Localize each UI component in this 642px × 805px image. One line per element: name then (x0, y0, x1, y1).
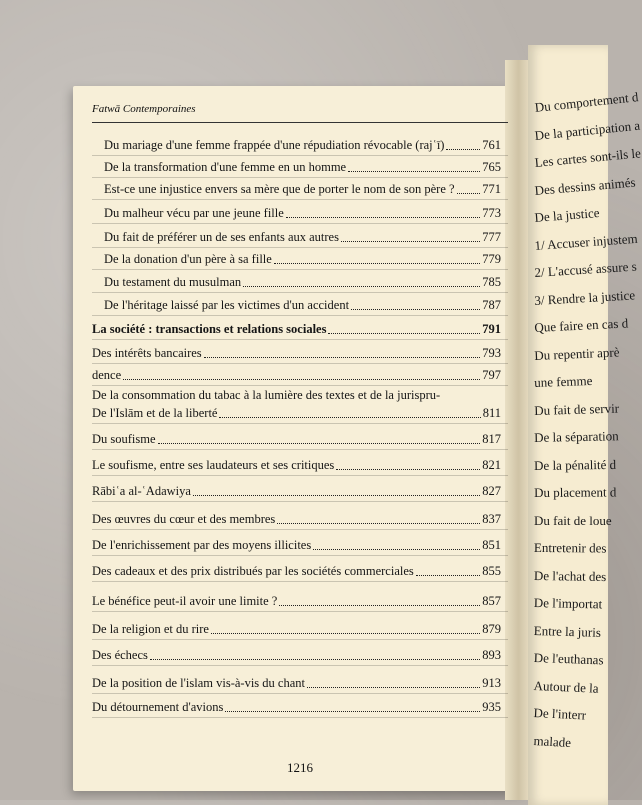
entry-rule (92, 639, 508, 640)
dot-leader (193, 495, 480, 496)
entry-rule (92, 155, 508, 156)
facing-page-line: Entretenir des (533, 540, 607, 556)
toc-page-number: 817 (482, 432, 501, 446)
toc-entry-title: Du mariage d'une femme frappée d'une répudiation révocable (rajʿī) (104, 138, 445, 152)
facing-page-line: Du comportement d (534, 89, 639, 115)
toc-page-number: 765 (482, 160, 501, 174)
toc-entry-title: De l'Islām et de la liberté (92, 406, 218, 420)
facing-page-line: Du repentir aprè (534, 343, 620, 363)
dot-leader (348, 171, 480, 172)
facing-page-line: Entre la juris (533, 622, 602, 640)
entry-rule (92, 247, 508, 248)
toc-entry-title: Le soufisme, entre ses laudateurs et ses critiques (92, 458, 335, 472)
toc-page-number: 827 (482, 484, 501, 498)
toc-entry-title: De la consommation du tabac à la lumière des textes et de la jurispru- (92, 388, 441, 402)
facing-page-line: Autour de la (533, 677, 599, 696)
toc-page-number: 913 (482, 676, 501, 690)
facing-page-line: 3/ Rendre la justice (534, 286, 636, 308)
dot-leader (457, 193, 480, 194)
toc-page-number: 811 (482, 406, 501, 420)
toc-entry-title: La société : transactions et relations sociales (92, 322, 327, 336)
toc-page-number: 777 (482, 230, 501, 244)
dot-leader (274, 263, 480, 264)
entry-rule (92, 339, 508, 340)
toc-page-number: 779 (482, 252, 501, 266)
entry-rule (92, 269, 508, 270)
toc-entry-title: Du soufisme (92, 432, 156, 446)
toc-entry-title: De la transformation d'une femme en un homme (104, 160, 347, 174)
dot-leader (211, 633, 480, 634)
toc-page-number: 855 (482, 564, 501, 578)
toc-page-number: 837 (482, 512, 501, 526)
toc-page-number: 793 (482, 346, 501, 360)
entry-rule (92, 363, 508, 364)
toc-page-number: 935 (482, 700, 501, 714)
toc-page-number: 821 (482, 458, 501, 472)
running-head: Fatwā Contemporaines (92, 103, 196, 115)
dot-leader (307, 687, 480, 688)
toc-entry-title: dence (92, 368, 122, 382)
dot-leader (446, 149, 480, 150)
toc-entry-title: De l'enrichissement par des moyens illicites (92, 538, 312, 552)
dot-leader (204, 357, 480, 358)
toc-page-number: 879 (482, 622, 501, 636)
dot-leader (286, 217, 480, 218)
dot-leader (277, 523, 480, 524)
facing-page-line: De l'interr (533, 705, 587, 723)
toc-entry-title: Est-ce une injustice envers sa mère que de porter le nom de son père ? (104, 182, 455, 196)
dot-leader (341, 241, 480, 242)
toc-page-number: 797 (482, 368, 501, 382)
facing-page-line: De la participation a (534, 117, 641, 143)
dot-leader (336, 469, 480, 470)
facing-page-line: De la justice (534, 205, 600, 225)
toc-page-number: 857 (482, 594, 501, 608)
dot-leader (243, 286, 480, 287)
toc-entry-title: Le bénéfice peut-il avoir une limite ? (92, 594, 278, 608)
page-number: 1216 (287, 760, 313, 775)
toc-page-number: 787 (482, 298, 501, 312)
entry-rule (92, 501, 508, 502)
toc-page-number: 761 (482, 138, 501, 152)
toc-entry-title: Des cadeaux et des prix distribués par les sociétés commerciales (92, 564, 414, 578)
toc-page-number: 773 (482, 206, 501, 220)
entry-rule (92, 292, 508, 293)
entry-rule (92, 665, 508, 666)
dot-leader (351, 309, 480, 310)
toc-entry-title: Des intérêts bancaires (92, 346, 202, 360)
dot-leader (219, 417, 481, 418)
dot-leader (279, 605, 480, 606)
dot-leader (123, 379, 480, 380)
facing-page-line: Du fait de servir (534, 400, 620, 418)
entry-rule (92, 449, 508, 450)
dot-leader (313, 549, 480, 550)
facing-page-line: Du placement d (534, 484, 617, 500)
toc-page-number: 785 (482, 275, 501, 289)
entry-rule (92, 611, 508, 612)
facing-page-line: Que faire en cas d (534, 315, 629, 335)
facing-page-line: Des dessins animés (534, 174, 637, 198)
toc-entry-title: Du fait de préférer un de ses enfants aux autres (104, 230, 339, 244)
entry-rule (92, 385, 508, 386)
facing-page-line: 2/ L'accusé assure s (534, 258, 638, 280)
entry-rule (92, 223, 508, 224)
facing-page-line: malade (533, 732, 572, 750)
entry-rule (92, 555, 508, 556)
dot-leader (225, 711, 480, 712)
toc-entry-title: De l'héritage laissé par les victimes d'un accident (104, 298, 350, 312)
toc-entry-title: De la donation d'un père à sa fille (104, 252, 272, 266)
facing-page-line: 1/ Accuser injustem (534, 230, 639, 253)
dot-leader (416, 575, 480, 576)
facing-page-line: Du fait de loue (534, 512, 612, 528)
facing-page-line: De la pénalité d (534, 456, 617, 473)
entry-rule (92, 475, 508, 476)
facing-page-line: une femme (534, 372, 593, 390)
facing-page-line: De l'euthanas (533, 650, 604, 668)
dot-leader (328, 333, 480, 334)
entry-rule (92, 199, 508, 200)
entry-rule (92, 315, 508, 316)
toc-entry-title: Rābiʿa al-ʿAdawiya (92, 484, 191, 498)
entry-rule (92, 717, 508, 718)
entry-rule (92, 693, 508, 694)
toc-entry-title: De la religion et du rire (92, 622, 209, 636)
toc-entry-title: Des œuvres du cœur et des membres (92, 512, 276, 526)
toc-entry-title: De la position de l'islam vis-à-vis du chant (92, 676, 305, 690)
toc-entry-title: Du testament du musulman (104, 275, 242, 289)
facing-page-line: De l'achat des (533, 567, 607, 584)
toc-entry-title: Du malheur vécu par une jeune fille (104, 206, 284, 220)
toc-entry-title: Du détournement d'avions (92, 700, 224, 714)
entry-rule (92, 177, 508, 178)
entry-rule (92, 423, 508, 424)
toc-page-number: 893 (482, 648, 501, 662)
entry-rule (92, 529, 508, 530)
toc-page-number: 771 (482, 182, 501, 196)
toc-page-number: 791 (482, 322, 501, 336)
toc-page-number: 851 (482, 538, 501, 552)
facing-page-line: De l'importat (533, 595, 603, 612)
dot-leader (150, 659, 480, 660)
facing-page-line: De la séparation (534, 428, 619, 445)
facing-page-line: Les cartes sont-ils le (534, 145, 642, 170)
dot-leader (158, 443, 480, 444)
entry-rule (92, 581, 508, 582)
toc-entry-title: Des échecs (92, 648, 148, 662)
